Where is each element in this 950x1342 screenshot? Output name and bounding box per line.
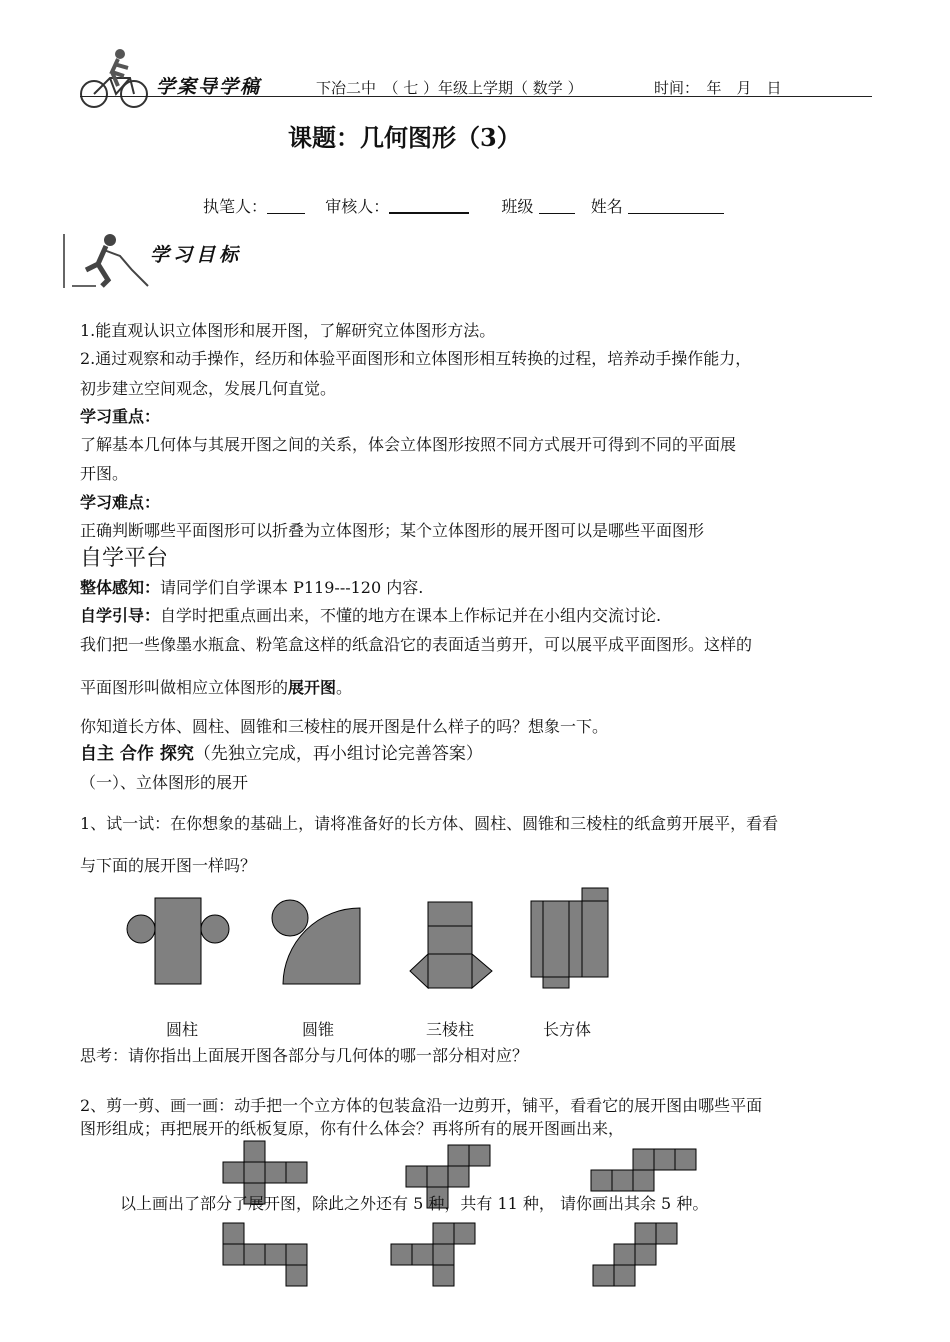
prism-face-middle bbox=[428, 926, 472, 954]
q2-line1: 2、剪一剪、画一画：动手把一个立方体的包装盒沿一边剪开，铺平，看看它的展开图由哪些平面 bbox=[80, 1096, 763, 1115]
para1-line2-a: 平面图形叫做相应立体图形的 bbox=[80, 678, 289, 697]
q1-line1: 1、试一试：在你想象的基础上，请将准备好的长方体、圆柱、圆锥和三棱柱的纸盒剪开展平，看看 bbox=[80, 814, 779, 833]
label-triangular-prism: 三棱柱 bbox=[426, 1020, 475, 1039]
explore-heading: 自主 合作 探究 bbox=[80, 744, 194, 764]
self-study-heading: 自学平台 bbox=[80, 546, 169, 571]
cube-net-4 bbox=[222, 1222, 312, 1292]
explore-sub1: （一）、立体图形的展开 bbox=[80, 773, 249, 792]
label-cylinder: 圆柱 bbox=[166, 1020, 199, 1039]
key-points-line-1: 了解基本几何体与其展开图之间的关系，体会立体图形按照不同方式展开可得到不同的平面展 bbox=[80, 435, 737, 454]
cuboid-face-2 bbox=[543, 901, 569, 977]
cuboid-tab-bottom bbox=[543, 977, 569, 988]
guide-text: 自学时把重点画出来，不懂的地方在课本上作标记并在小组内交流讨论. bbox=[160, 606, 662, 625]
cuboid-net-figure bbox=[530, 887, 610, 989]
header-logo-text: 学案导学稿 bbox=[156, 76, 262, 98]
reviewer-label: 审核人： bbox=[325, 197, 390, 216]
prism-triangle-right bbox=[472, 954, 492, 988]
label-cuboid: 长方体 bbox=[543, 1020, 592, 1039]
prism-face-top bbox=[428, 902, 472, 926]
authors-line bbox=[203, 196, 724, 218]
cube-net-6 bbox=[592, 1222, 682, 1292]
cone-net-figure bbox=[268, 898, 364, 988]
class-label: 班级 bbox=[501, 197, 534, 216]
objective-2-cont: 初步建立空间观念，发展几何直觉。 bbox=[80, 379, 337, 398]
guide-line bbox=[80, 605, 661, 627]
cone-base-circle bbox=[272, 900, 308, 936]
explore-heading-line bbox=[80, 743, 483, 765]
overall-label: 整体感知： bbox=[80, 578, 161, 597]
q2-note: 以上画出了部分了展开图，除此之外还有 5 种，共有 11 种， 请你画出其余 5 种。 bbox=[120, 1194, 709, 1213]
difficulties-text: 正确判断哪些平面图形可以折叠为立体图形；某个立体图形的展开图可以是哪些平面图形 bbox=[80, 521, 705, 540]
para2: 你知道长方体、圆柱、圆锥和三棱柱的展开图是什么样子的吗？想象一下。 bbox=[80, 717, 609, 736]
cylinder-top-circle bbox=[127, 915, 155, 943]
objectives-heading: 学习目标 bbox=[150, 244, 243, 266]
para1-line1: 我们把一些像墨水瓶盒、粉笔盒这样的纸盒沿它的表面适当剪开，可以展平成平面图形。这样的 bbox=[80, 635, 753, 654]
class-blank[interactable] bbox=[539, 197, 575, 214]
q1-line2: 与下面的展开图一样吗？ bbox=[80, 856, 257, 875]
q2-line2: 图形组成；再把展开的纸板复原，你有什么体会？再将所有的展开图画出来， bbox=[80, 1119, 625, 1138]
prism-face-bottom bbox=[428, 954, 472, 988]
writer-blank[interactable] bbox=[267, 197, 305, 214]
reviewer-blank[interactable] bbox=[389, 196, 469, 214]
think-question: 思考：请你指出上面展开图各部分与几何体的哪一部分相对应？ bbox=[80, 1046, 529, 1065]
header-info: 下冶二中 （ 七 ）年级上学期（ 数学 ） bbox=[316, 79, 583, 97]
difficulties-label: 学习难点： bbox=[80, 493, 161, 512]
page-title: 课题：几何图形（3） bbox=[288, 123, 521, 152]
cylinder-bottom-circle bbox=[201, 915, 229, 943]
para1-bold-term: 展开图 bbox=[288, 678, 337, 697]
prism-triangle-left bbox=[410, 954, 428, 988]
overall-text: 请同学们自学课本 P119---120 内容. bbox=[160, 578, 424, 597]
cylinder-side-rect bbox=[155, 898, 201, 984]
name-blank[interactable] bbox=[628, 197, 724, 214]
objective-2: 2.通过观察和动手操作，经历和体验平面图形和立体图形相互转换的过程，培养动手操作能力， bbox=[80, 349, 752, 368]
guide-label: 自学引导： bbox=[80, 606, 161, 625]
name-label: 姓名 bbox=[590, 197, 623, 216]
cuboid-tab-top bbox=[582, 888, 608, 901]
cube-net-5 bbox=[390, 1222, 480, 1292]
cube-net-3 bbox=[590, 1148, 700, 1198]
overall-line bbox=[80, 577, 423, 599]
header-time: 时间： 年 月 日 bbox=[654, 79, 782, 97]
para1-line2-end: 。 bbox=[336, 678, 353, 697]
triangular-prism-net-figure bbox=[408, 900, 496, 992]
cyclist-logo bbox=[78, 48, 152, 110]
cuboid-face-1 bbox=[531, 901, 543, 977]
cylinder-net-figure bbox=[126, 898, 232, 986]
writer-label: 执笔人： bbox=[203, 197, 268, 216]
key-points-line-2: 开图。 bbox=[80, 464, 129, 483]
para1-line2 bbox=[80, 677, 352, 699]
label-cone: 圆锥 bbox=[302, 1020, 335, 1039]
header-rule bbox=[80, 96, 872, 97]
key-points-label: 学习重点： bbox=[80, 407, 161, 426]
cuboid-face-4 bbox=[582, 901, 608, 977]
hockey-player-icon bbox=[62, 230, 146, 290]
objective-1: 1.能直观认识立体图形和展开图，了解研究立体图形方法。 bbox=[80, 321, 496, 340]
cuboid-face-3 bbox=[569, 901, 582, 977]
explore-heading-note: （先独立完成，再小组讨论完善答案） bbox=[193, 744, 483, 764]
